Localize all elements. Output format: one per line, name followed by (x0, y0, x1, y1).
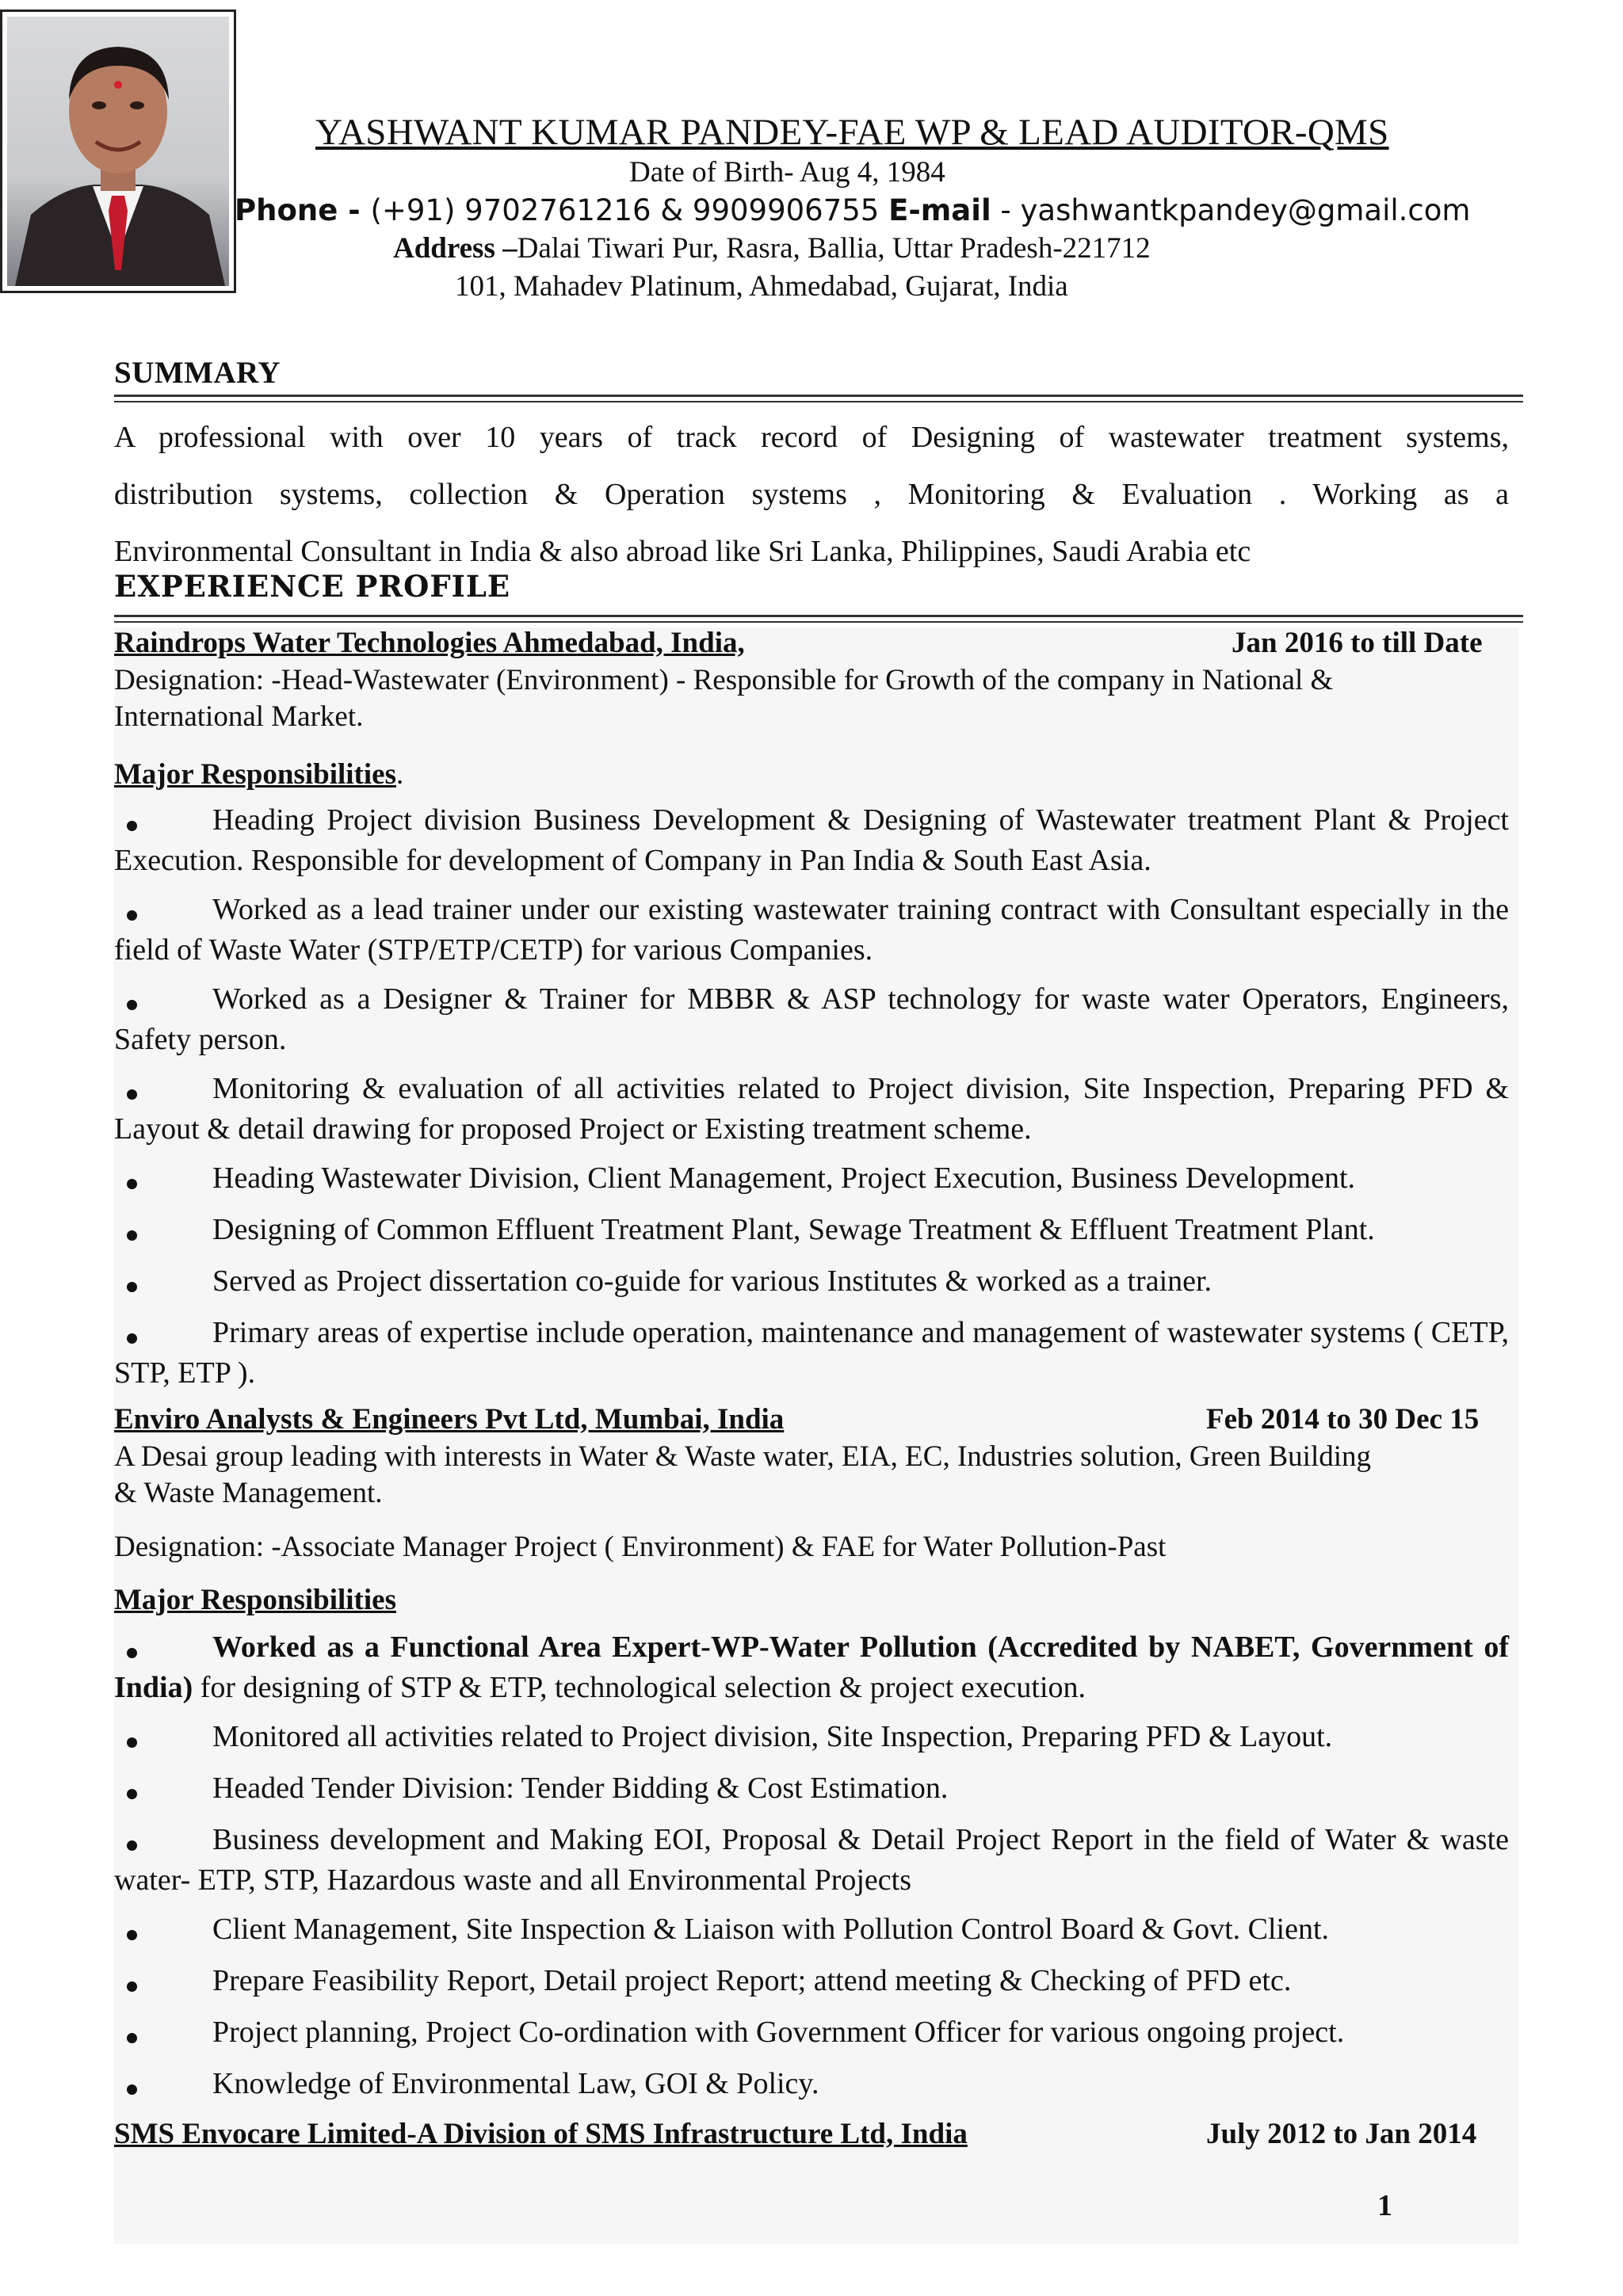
summary-line: A professional with over 10 years of track record of Designing of wastewater treatment systems, (114, 421, 1509, 454)
employment-dates: Jan 2016 to till Date (1232, 627, 1483, 659)
list-item: Client Management, Site Inspection & Liaison with Pollution Control Board & Govt. Client. (212, 1913, 1330, 1946)
experience-divider (114, 615, 1523, 623)
list-item: Designing of Common Effluent Treatment Plant, Sewage Treatment & Effluent Treatment Plant. (212, 1213, 1375, 1246)
designation (114, 662, 1509, 735)
company-name: Raindrops Water Technologies Ahmedabad, India, (114, 627, 745, 659)
person-portrait-icon (7, 17, 229, 286)
summary-line: Environmental Consultant in India & also abroad like Sri Lanka, Philippines, Saudi Arabia etc (114, 535, 1251, 568)
responsibilities-suffix: . (395, 758, 404, 791)
email-label: E-mail (888, 193, 991, 227)
list-item: Monitoring & evaluation of all activities related to Project division, Site Inspection, Preparing PFD & Layout & detail drawing for proposed Project or Existing treatment scheme. (114, 1072, 1509, 1146)
responsibilities-heading: Major Responsibilities (114, 1584, 396, 1616)
list-item: Heading Project division Business Development & Designing of Wastewater treatment Plant & Project Execution. Responsible for development of Company in Pan India & South East Asia. (114, 803, 1509, 877)
responsibilities-list (114, 800, 1509, 1394)
company-name: Enviro Analysts & Engineers Pvt Ltd, Mumbai, India (114, 1403, 785, 1436)
list-item: Monitored all activities related to Project division, Site Inspection, Preparing PFD & Layout. (212, 1720, 1333, 1753)
responsibilities-list (114, 1627, 1509, 2104)
responsibilities-heading (114, 757, 403, 791)
company-description (114, 1439, 1509, 1512)
contact-line (235, 193, 1470, 227)
date-of-birth: Date of Birth- Aug 4, 1984 (629, 156, 945, 189)
list-item: Headed Tender Division: Tender Bidding & Cost Estimation. (212, 1772, 949, 1805)
summary-heading: SUMMARY (114, 356, 281, 390)
list-item: Prepare Feasibility Report, Detail project Report; attend meeting & Checking of PFD etc. (212, 1964, 1292, 1997)
designation-line: Designation: -Head-Wastewater (Environment) - Responsible for Growth of the company in National & (114, 664, 1334, 696)
address-value: Dalai Tiwari Pur, Rasra, Ballia, Uttar Pradesh-221712 (517, 232, 1151, 265)
employment-dates: July 2012 to Jan 2014 (1206, 2118, 1477, 2150)
experience-heading: EXPERIENCE PROFILE (114, 569, 511, 604)
list-item: Knowledge of Environmental Law, GOI & Policy. (212, 2067, 819, 2100)
designation-line: International Market. (114, 700, 364, 733)
address-line-2: 101, Mahadev Platinum, Ahmedabad, Gujarat, India (455, 270, 1068, 303)
employment-dates: Feb 2014 to 30 Dec 15 (1206, 1403, 1480, 1436)
company-name: SMS Envocare Limited-A Division of SMS Infrastructure Ltd, India (114, 2118, 968, 2150)
list-item: Worked as a Designer & Trainer for MBBR & ASP technology for waste water Operators, Engineers, Safety person. (114, 982, 1509, 1056)
list-item: Worked as a lead trainer under our existing wastewater training contract with Consultant especially in the field of Waste Water (STP/ETP/CETP) for various Companies. (114, 893, 1509, 967)
address-label: Address – (393, 232, 517, 265)
list-item: Worked as a Functional Area Expert-WP-Water Pollution (Accredited by NABET, Government of India) for designing of STP & ETP, technological selection & project execution. (114, 1630, 1509, 1704)
summary-line: distribution systems, collection & Operation systems , Monitoring & Evaluation . Working as a (114, 478, 1509, 511)
description-line: & Waste Management. (114, 1477, 383, 1509)
address-line-1 (393, 231, 1151, 265)
summary-text (114, 409, 1509, 580)
summary-divider (114, 395, 1523, 402)
list-item: Project planning, Project Co-ordination with Government Officer for various ongoing project. (212, 2016, 1345, 2049)
list-item: Primary areas of expertise include operation, maintenance and management of wastewater systems ( CETP, STP, ETP ). (114, 1316, 1509, 1390)
page-number: 1 (1377, 2189, 1392, 2222)
phone-label: Phone - (235, 193, 371, 227)
list-item: Business development and Making EOI, Proposal & Detail Project Report in the field of Water & waste water- ETP, STP, Hazardous waste and all Environmental Projects (114, 1823, 1509, 1897)
description-line: A Desai group leading with interests in Water & Waste water, EIA, EC, Industries solution, Green Building (114, 1440, 1372, 1473)
list-item: Heading Wastewater Division, Client Management, Project Execution, Business Development. (212, 1161, 1356, 1195)
candidate-name: YASHWANT KUMAR PANDEY-FAE WP & LEAD AUDITOR-QMS (315, 112, 1389, 153)
profile-photo (0, 10, 236, 293)
email-value: - yashwantkpandey@gmail.com (991, 193, 1471, 227)
responsibilities-label: Major Responsibilities (114, 758, 396, 791)
designation: Designation: -Associate Manager Project ( Environment) & FAE for Water Pollution-Past (114, 1531, 1167, 1563)
phone-value: (+91) 9702761216 & 9909906755 (370, 193, 889, 227)
list-item: Served as Project dissertation co-guide for various Institutes & worked as a trainer. (212, 1264, 1212, 1298)
